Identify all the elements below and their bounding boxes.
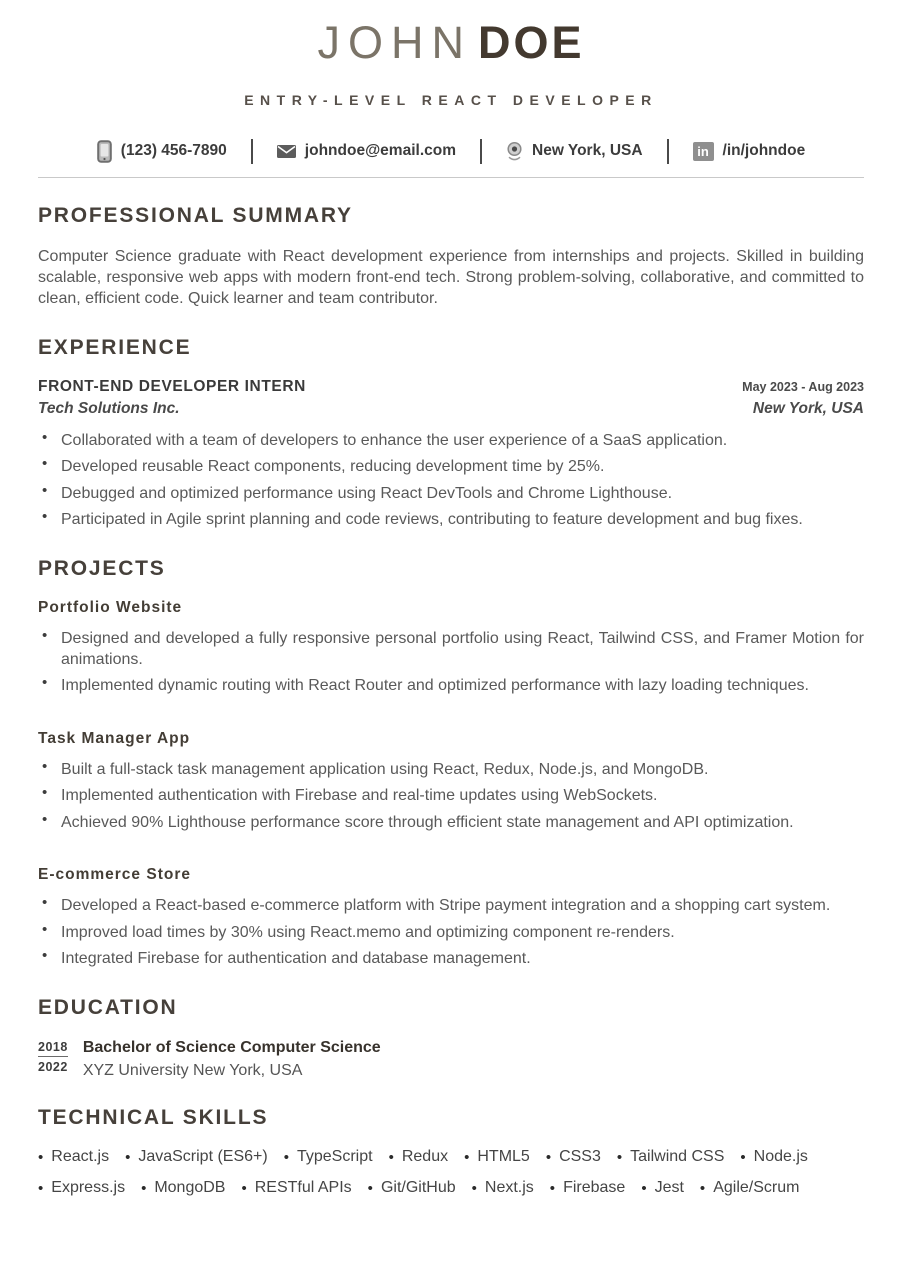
bullet-icon: • <box>641 1179 647 1197</box>
bullet-icon: • <box>549 1179 556 1197</box>
project-name: E-commerce Store <box>38 866 191 884</box>
project-bullet: • Implemented dynamic routing with React Router and optimized performance with lazy loading techniques. <box>38 675 864 696</box>
education-end-year: 2022 <box>38 1059 68 1074</box>
job-bullet-list <box>38 430 864 531</box>
project-bullet: • Integrated Firebase for authentication and database management. <box>38 948 864 969</box>
job-company-row <box>38 400 864 418</box>
skill-label: Node.js <box>753 1148 808 1166</box>
section-experience <box>38 336 864 531</box>
project-name: Task Manager App <box>38 729 191 747</box>
project-bullet: • Implemented authentication with Firebase and real-time updates using WebSockets. <box>38 785 864 806</box>
project-bullet-list <box>38 628 864 697</box>
skill-item <box>546 1148 601 1166</box>
email-text: johndoe@email.com <box>304 142 456 159</box>
header <box>38 18 864 108</box>
skill-label: RESTful APIs <box>254 1179 352 1197</box>
bullet-icon: • <box>283 1148 289 1166</box>
experience-entry <box>38 378 864 531</box>
skill-item <box>284 1148 373 1166</box>
project-name: Portfolio Website <box>38 598 183 616</box>
skill-label: MongoDB <box>154 1179 226 1197</box>
skills-row-2 <box>38 1179 864 1197</box>
education-years <box>38 1038 68 1074</box>
candidate-name <box>38 18 864 68</box>
contact-email[interactable] <box>277 142 456 160</box>
contact-location <box>506 141 643 162</box>
skill-label: HTML5 <box>477 1148 530 1166</box>
linkedin-icon <box>693 142 714 161</box>
contact-separator <box>251 139 253 164</box>
skill-item <box>141 1179 225 1197</box>
summary-heading: PROFESSIONAL SUMMARY <box>38 203 353 227</box>
skill-item <box>617 1148 725 1166</box>
project-bullet: • Built a full-stack task management application using React, Redux, Node.js, and MongoDB. <box>38 759 864 780</box>
experience-heading: EXPERIENCE <box>38 335 192 359</box>
education-start-year: 2018 <box>38 1040 68 1057</box>
skill-item <box>38 1148 109 1166</box>
skill-label: React.js <box>51 1148 110 1166</box>
job-title-row <box>38 378 864 396</box>
skill-label: Firebase <box>563 1179 626 1197</box>
skill-label: Git/GitHub <box>380 1179 456 1197</box>
skill-label: JavaScript (ES6+) <box>138 1148 268 1166</box>
job-company: Tech Solutions Inc. <box>38 399 180 417</box>
bullet-icon: • <box>367 1179 373 1197</box>
candidate-title: ENTRY-LEVEL REACT DEVELOPER <box>244 91 658 108</box>
skill-label: Tailwind CSS <box>630 1148 725 1166</box>
project-bullet: • Designed and developed a fully responsive personal portfolio using React, Tailwind CSS, and Framer Motion for animations. <box>38 628 864 671</box>
bullet-icon: • <box>241 1179 247 1197</box>
skill-item <box>241 1179 351 1197</box>
section-technical-skills <box>38 1106 864 1197</box>
bullet-icon: • <box>388 1148 394 1166</box>
skill-item <box>700 1179 800 1197</box>
skill-item <box>38 1179 125 1197</box>
project-task-manager-app <box>38 730 864 833</box>
projects-heading: PROJECTS <box>38 556 166 580</box>
contact-separator <box>480 139 482 164</box>
job-title: FRONT-END DEVELOPER INTERN <box>38 377 306 395</box>
location-text: New York, USA <box>532 142 643 159</box>
bullet-icon: • <box>464 1148 470 1166</box>
project-bullet: • Developed a React-based e-commerce platform with Stripe payment integration and a shopping cart system. <box>38 895 864 916</box>
contact-divider <box>38 177 864 178</box>
skill-item <box>472 1179 534 1197</box>
contact-phone[interactable] <box>97 140 227 163</box>
skills-row-1 <box>38 1148 864 1166</box>
section-education <box>38 996 864 1081</box>
bullet-icon: • <box>38 1148 44 1166</box>
skills-heading: TECHNICAL SKILLS <box>38 1106 269 1130</box>
bullet-icon: • <box>125 1148 131 1166</box>
skill-item <box>641 1179 684 1197</box>
skill-label: Express.js <box>51 1179 126 1197</box>
contact-linkedin[interactable] <box>693 142 806 161</box>
phone-text: (123) 456-7890 <box>120 142 227 159</box>
job-bullet: • Developed reusable React components, reducing development time by 25%. <box>38 456 864 477</box>
bullet-icon: • <box>616 1148 623 1166</box>
education-degree: Bachelor of Science Computer Science <box>82 1038 381 1056</box>
project-bullet-list <box>38 759 864 833</box>
section-professional-summary <box>38 204 864 310</box>
mail-icon <box>277 145 296 158</box>
skill-item <box>550 1179 626 1197</box>
skill-item <box>464 1148 530 1166</box>
skill-label: Redux <box>401 1148 449 1166</box>
project-bullet: • Achieved 90% Lighthouse performance score through efficient state management and API optimization. <box>38 812 864 833</box>
skill-label: TypeScript <box>296 1148 373 1166</box>
education-school: XYZ University New York, USA <box>82 1062 303 1080</box>
skill-item <box>125 1148 268 1166</box>
education-details <box>83 1038 381 1081</box>
summary-text: Computer Science graduate with React development experience from internships and projects. Skilled in building scalable, responsive web apps with modern front-end tech. Strong problem-solving, collaborative, and committed to clean, efficient code. Quick learner and team contributor. <box>38 247 864 308</box>
skill-item <box>368 1179 456 1197</box>
linkedin-text: /in/johndoe <box>722 142 806 159</box>
contact-bar <box>38 139 864 164</box>
location-pin-icon <box>506 141 523 162</box>
job-bullet: • Participated in Agile sprint planning and code reviews, contributing to feature development and bug fixes. <box>38 509 864 530</box>
skill-item <box>389 1148 449 1166</box>
skill-label: Agile/Scrum <box>713 1179 800 1197</box>
bullet-icon: • <box>471 1179 477 1197</box>
section-projects <box>38 557 864 970</box>
skill-label: CSS3 <box>559 1148 601 1166</box>
first-name: JOHN <box>317 17 472 68</box>
bullet-icon: • <box>141 1179 147 1197</box>
bullet-icon: • <box>740 1148 746 1166</box>
job-location: New York, USA <box>752 399 864 417</box>
phone-icon <box>97 140 112 163</box>
education-heading: EDUCATION <box>38 995 178 1019</box>
linkedin-icon-text: in <box>697 143 709 159</box>
job-dates: May 2023 - Aug 2023 <box>742 379 864 394</box>
bullet-icon: • <box>38 1179 44 1197</box>
job-bullet: • Collaborated with a team of developers to enhance the user experience of a SaaS application. <box>38 430 864 451</box>
skill-label: Next.js <box>484 1179 534 1197</box>
skill-label: Jest <box>654 1179 684 1197</box>
project-bullet: • Improved load times by 30% using React.memo and optimizing component re-renders. <box>38 922 864 943</box>
job-bullet: • Debugged and optimized performance using React DevTools and Chrome Lighthouse. <box>38 483 864 504</box>
bullet-icon: • <box>699 1179 706 1197</box>
contact-separator <box>667 139 669 164</box>
last-name: DOE <box>477 17 585 68</box>
project-portfolio-website <box>38 599 864 697</box>
project-ecommerce-store <box>38 866 864 969</box>
skill-item <box>740 1148 808 1166</box>
education-entry <box>38 1038 864 1081</box>
project-bullet-list <box>38 895 864 969</box>
bullet-icon: • <box>545 1148 552 1166</box>
